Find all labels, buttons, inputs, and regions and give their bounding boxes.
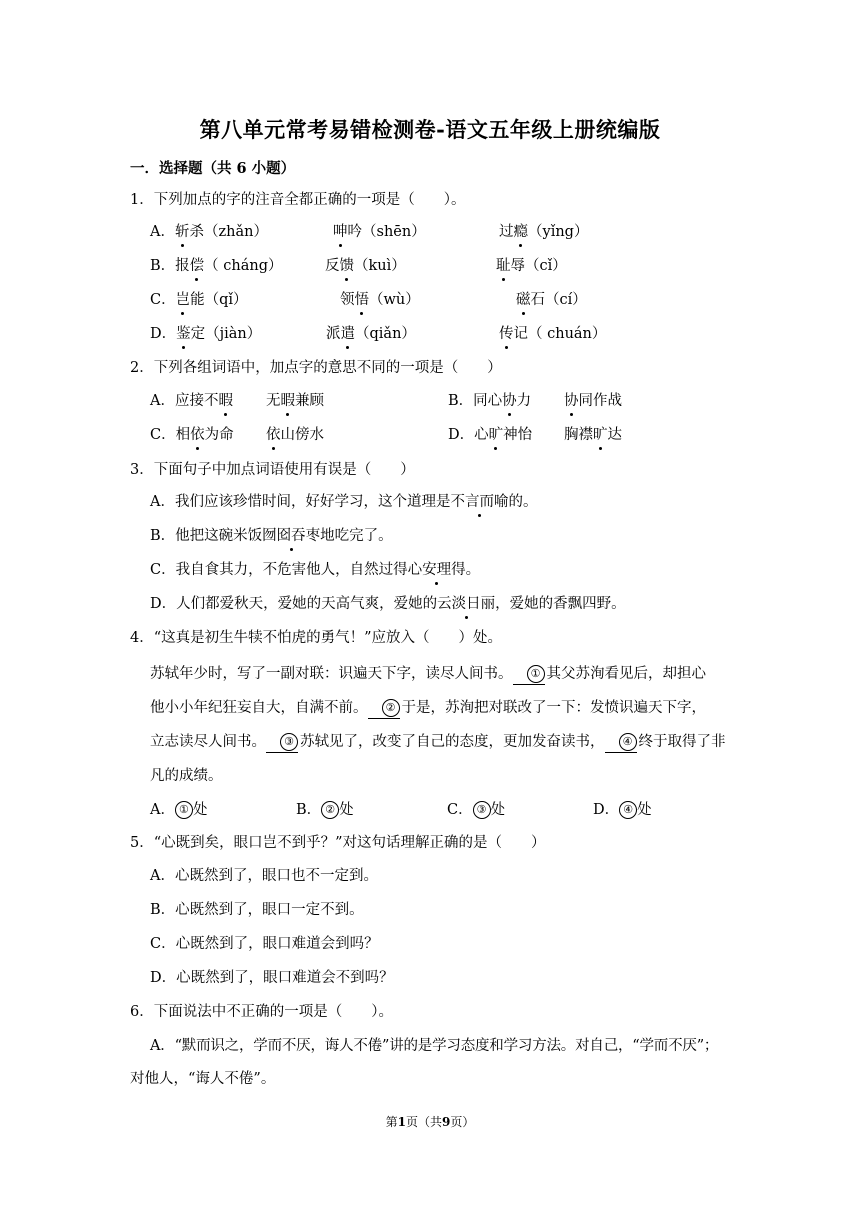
q5-option-a: A．心既然到了，眼口也不一定到。	[150, 868, 378, 884]
q3-option-a: A．我们应该珍惜时间，好好学习，这个道理是不言而喻的。	[150, 494, 538, 510]
q6-option-a-line-1: A．“默而识之，学而不厌，诲人不倦”讲的是学习态度和学习方法。对自己，“学而不厌”；	[150, 1038, 719, 1054]
q4-option-b: B． ② 处	[296, 802, 354, 818]
page-footer: 第1页（共9页）	[385, 1115, 475, 1129]
q4-passage-line-3: 立志读尽人间书。 ③ 苏轼见了，改变了自己的态度，更加发奋读书， ④ 终于取得了非	[150, 732, 726, 753]
question-4-stem: 4．“这真是初生牛犊不怕虎的勇气！”应放入（ ）处。	[130, 630, 503, 646]
question-2-stem: 2．下列各组词语中，加点字的意思不同的一项是（ ）	[130, 360, 502, 376]
q2-option-b: B．同心协力	[448, 393, 532, 409]
q5-option-c: C．心既然到了，眼口难道会到吗？	[150, 936, 379, 952]
page-total: 9	[442, 1115, 451, 1129]
q2-option-d: D．心旷神怡	[448, 427, 533, 443]
q4-passage-line-4: 凡的成绩。	[150, 768, 223, 784]
q4-passage-line-1: 苏轼年少时，写了一副对联：识遍天下字，读尽人间书。 ① 其父苏洵看见后，却担心	[150, 664, 706, 685]
question-1-stem: 1．下列加点的字的注音全都正确的一项是（ ）。	[130, 192, 466, 208]
q6-option-a-line-2: 对他人，“诲人不倦”。	[130, 1071, 276, 1087]
q5-option-b: B．心既然到了，眼口一定不到。	[150, 902, 364, 918]
question-3-stem: 3．下面句子中加点词语使用有误是（ ）	[130, 462, 415, 478]
q2-option-c: C．相依为命	[150, 427, 234, 443]
page-title: 第八单元常考易错检测卷-语文五年级上册统编版	[199, 117, 661, 142]
q5-option-d: D．心既然到了，眼口难道会不到吗？	[150, 970, 394, 986]
q3-option-d: D．人们都爱秋天，爱她的天高气爽，爱她的云淡日丽，爱她的香飘四野。	[150, 596, 626, 612]
q2-option-a: A．应接不暇	[150, 393, 233, 409]
q4-option-d: D． ④ 处	[593, 802, 652, 818]
q3-option-b: B．他把这碗米饭囫囵吞枣地吃完了。	[150, 528, 393, 544]
q4-passage-line-2: 他小小年纪狂妄自大，自满不前。 ② 于是，苏洵把对联改了一下：发愤识遍天下字，	[150, 698, 706, 719]
q4-option-a: A． ① 处	[150, 802, 208, 818]
question-5-stem: 5．“心既到矣，眼口岂不到乎？”对这句话理解正确的是（ ）	[130, 835, 546, 851]
q3-option-c: C．我自食其力，不危害他人，自然过得心安理得。	[150, 562, 481, 578]
question-6-stem: 6．下面说法中不正确的一项是（ ）。	[130, 1004, 393, 1020]
q4-option-c: C． ③ 处	[447, 802, 506, 818]
page-number: 1	[397, 1115, 406, 1129]
section-heading: 一．选择题（共 6 小题）	[130, 160, 296, 177]
